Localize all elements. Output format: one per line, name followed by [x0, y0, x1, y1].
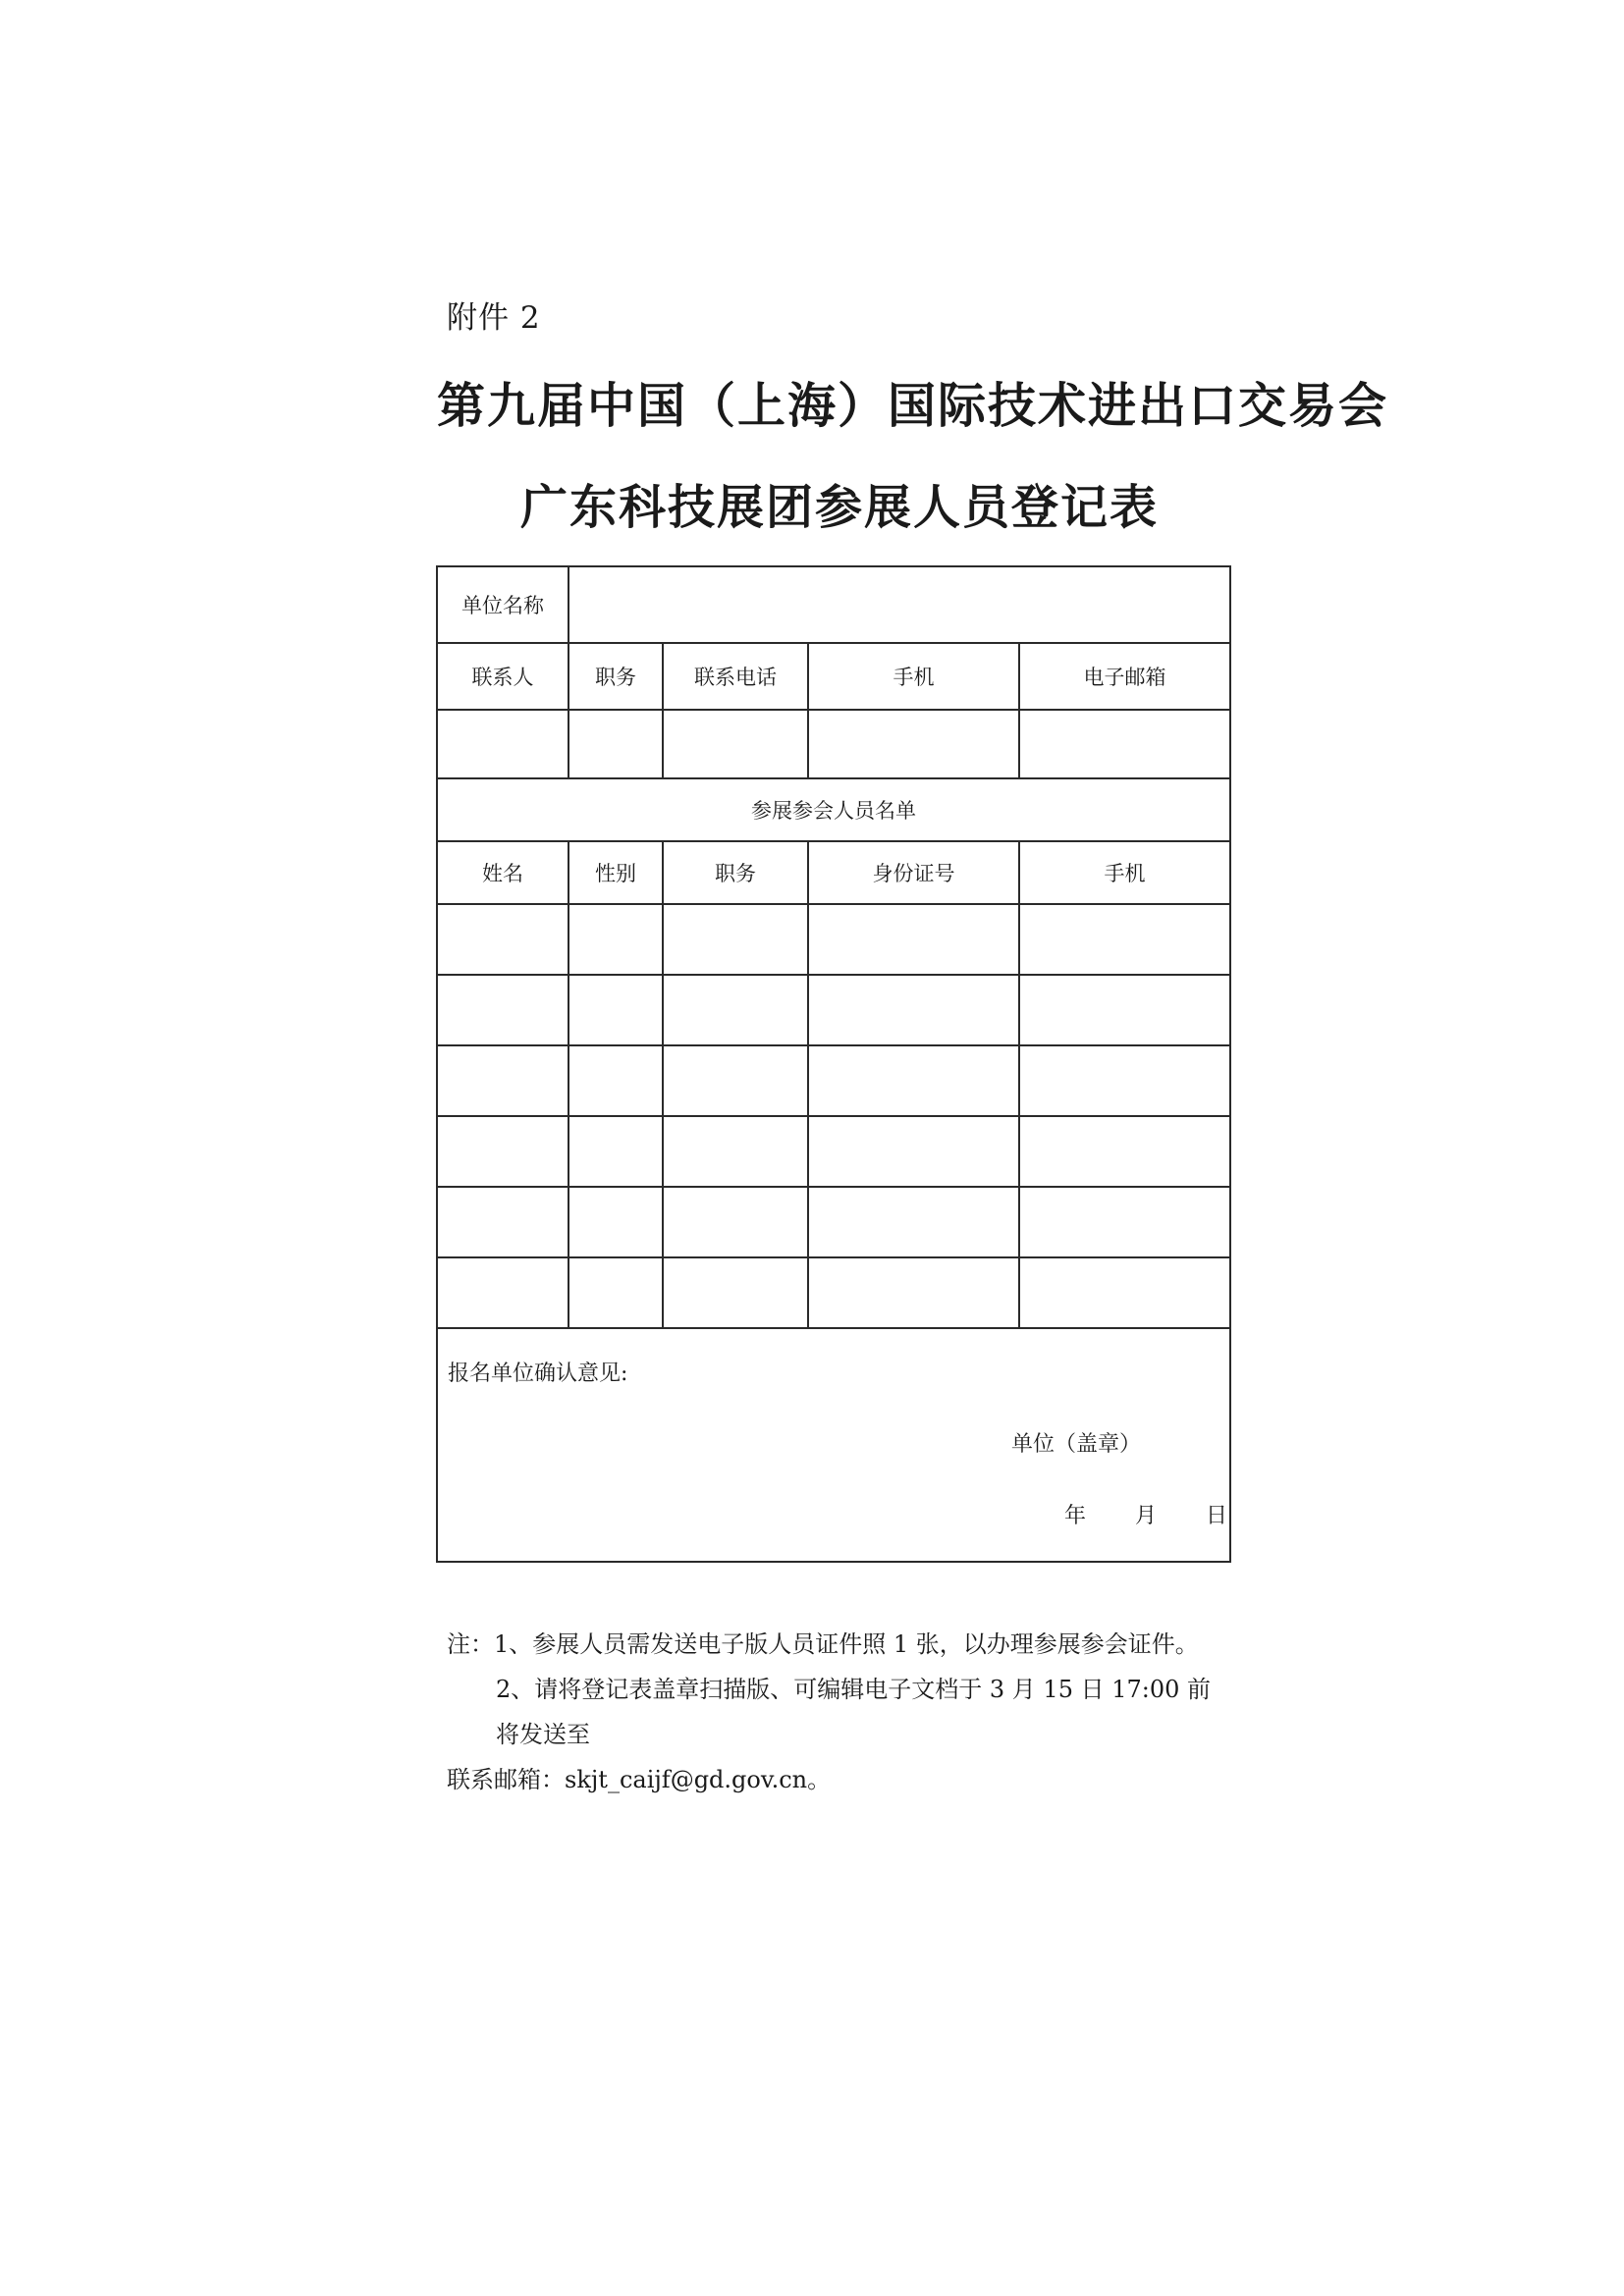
contact-input-row — [437, 710, 1230, 778]
participant-position-cell[interactable] — [663, 1257, 808, 1328]
document-title-line1: 第九届中国（上海）国际技术进出口交易会 — [437, 378, 1389, 434]
participant-row — [437, 1257, 1230, 1328]
participant-name-cell[interactable] — [437, 904, 568, 975]
contact-header-contact-person: 联系人 — [437, 643, 568, 710]
participant-position-cell[interactable] — [663, 904, 808, 975]
participant-header-id-number: 身份证号 — [808, 841, 1019, 904]
participant-row — [437, 904, 1230, 975]
contact-phone-input-cell[interactable] — [663, 710, 808, 778]
contact-header-phone: 联系电话 — [663, 643, 808, 710]
participant-header-row — [437, 841, 1230, 904]
unit-name-input-cell[interactable] — [568, 566, 1230, 643]
participant-mobile-cell[interactable] — [1019, 1187, 1230, 1257]
date-year-label: 年 — [1064, 1504, 1087, 1528]
date-day-label: 日 — [1206, 1504, 1228, 1528]
participant-row — [437, 1116, 1230, 1187]
contact-header-row — [437, 643, 1230, 710]
participant-id-cell[interactable] — [808, 975, 1019, 1045]
participant-header-name: 姓名 — [437, 841, 568, 904]
participant-id-cell[interactable] — [808, 1187, 1019, 1257]
participants-section-row — [437, 778, 1230, 841]
note-1: 注：1、参展人员需发送电子版人员证件照 1 张，以办理参展参会证件。 — [447, 1630, 1199, 1658]
participant-mobile-cell[interactable] — [1019, 1257, 1230, 1328]
participant-header-mobile: 手机 — [1019, 841, 1230, 904]
date-row — [1064, 1499, 1227, 1529]
participant-row — [437, 1187, 1230, 1257]
participant-name-cell[interactable] — [437, 1187, 568, 1257]
contact-person-input-cell[interactable] — [437, 710, 568, 778]
participant-mobile-cell[interactable] — [1019, 904, 1230, 975]
contact-mobile-input-cell[interactable] — [808, 710, 1019, 778]
participant-id-cell[interactable] — [808, 904, 1019, 975]
contact-position-input-cell[interactable] — [568, 710, 663, 778]
participant-mobile-cell[interactable] — [1019, 975, 1230, 1045]
participant-position-cell[interactable] — [663, 975, 808, 1045]
registration-form-table — [436, 565, 1231, 1563]
participant-mobile-cell[interactable] — [1019, 1116, 1230, 1187]
participant-position-cell[interactable] — [663, 1045, 808, 1116]
note-2-line-1: 2、请将登记表盖章扫描版、可编辑电子文档于 3 月 15 日 17:00 前将发送至 — [496, 1676, 1212, 1748]
participant-name-cell[interactable] — [437, 1045, 568, 1116]
participant-id-cell[interactable] — [808, 1045, 1019, 1116]
seal-label: 单位（盖章） — [1011, 1432, 1142, 1457]
participant-header-position: 职务 — [663, 841, 808, 904]
participant-row — [437, 1045, 1230, 1116]
participant-id-cell[interactable] — [808, 1257, 1019, 1328]
unit-name-label: 单位名称 — [437, 566, 568, 643]
participant-id-cell[interactable] — [808, 1116, 1019, 1187]
participant-gender-cell[interactable] — [568, 1257, 663, 1328]
document-title-line2: 广东科技展团参展人员登记表 — [519, 480, 1159, 535]
participant-name-cell[interactable] — [437, 975, 568, 1045]
participants-section-title: 参展参会人员名单 — [437, 778, 1230, 841]
participant-gender-cell[interactable] — [568, 904, 663, 975]
participant-mobile-cell[interactable] — [1019, 1045, 1230, 1116]
notes-section — [447, 1622, 1232, 1802]
contact-header-position: 职务 — [568, 643, 663, 710]
confirmation-cell[interactable] — [437, 1328, 1230, 1562]
date-month-label: 月 — [1135, 1504, 1158, 1528]
contact-email-input-cell[interactable] — [1019, 710, 1230, 778]
participant-header-gender: 性别 — [568, 841, 663, 904]
unit-name-row — [437, 566, 1230, 643]
confirmation-row — [437, 1328, 1230, 1562]
participant-gender-cell[interactable] — [568, 1116, 663, 1187]
contact-header-mobile: 手机 — [808, 643, 1019, 710]
note-2-line-2: 联系邮箱：skjt_caijf@gd.gov.cn。 — [447, 1766, 832, 1793]
participant-position-cell[interactable] — [663, 1116, 808, 1187]
participant-row — [437, 975, 1230, 1045]
confirmation-label: 报名单位确认意见: — [448, 1362, 628, 1386]
participant-position-cell[interactable] — [663, 1187, 808, 1257]
participant-gender-cell[interactable] — [568, 1187, 663, 1257]
contact-header-email: 电子邮箱 — [1019, 643, 1230, 710]
attachment-label: 附件 2 — [447, 300, 541, 336]
participant-name-cell[interactable] — [437, 1257, 568, 1328]
participant-gender-cell[interactable] — [568, 1045, 663, 1116]
participant-name-cell[interactable] — [437, 1116, 568, 1187]
participant-gender-cell[interactable] — [568, 975, 663, 1045]
